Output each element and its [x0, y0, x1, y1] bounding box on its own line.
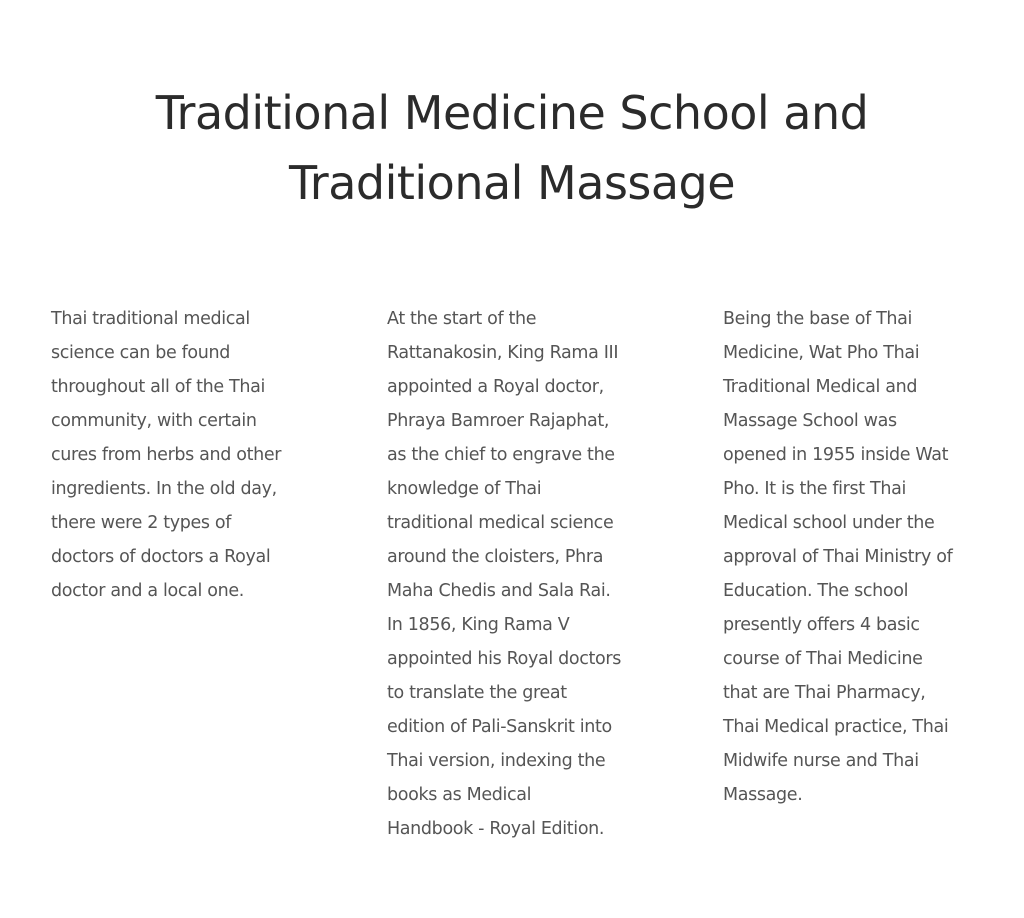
column-rattanakosin-history	[387, 302, 621, 846]
paragraph-line: appointed a Royal doctor,	[387, 377, 604, 397]
paragraph-line: Being the base of Thai	[723, 309, 913, 329]
paragraph-line: Thai version, indexing the	[387, 751, 606, 771]
paragraph-line: that are Thai Pharmacy,	[723, 683, 926, 703]
paragraph-line: cures from herbs and other	[51, 445, 282, 465]
paragraph-line: Midwife nurse and Thai	[723, 751, 919, 771]
paragraph-line: doctors of doctors a Royal	[51, 547, 271, 567]
paragraph-line: to translate the great	[387, 683, 567, 703]
paragraph-line: ingredients. In the old day,	[51, 479, 277, 499]
paragraph-line: Maha Chedis and Sala Rai.	[387, 581, 611, 601]
paragraph-line: approval of Thai Ministry of	[723, 547, 953, 567]
paragraph-line: Handbook - Royal Edition.	[387, 819, 605, 839]
paragraph-line: Thai Medical practice, Thai	[723, 717, 949, 737]
paragraph-line: course of Thai Medicine	[723, 649, 923, 669]
paragraph-line: Pho. It is the first Thai	[723, 479, 906, 499]
paragraph-line: science can be found	[51, 343, 231, 363]
paragraph-line: Massage.	[723, 785, 803, 805]
paragraph-line: books as Medical	[387, 785, 532, 805]
paragraph-line: Massage School was	[723, 411, 897, 431]
paragraph-line: traditional medical science	[387, 513, 614, 533]
paragraph-line: Phraya Bamroer Rajaphat,	[387, 411, 610, 431]
paragraph-line: edition of Pali-Sanskrit into	[387, 717, 612, 737]
paragraph-line: appointed his Royal doctors	[387, 649, 621, 669]
paragraph-line: community, with certain	[51, 411, 257, 431]
paragraph-line: doctor and a local one.	[51, 581, 244, 601]
page-title-line-1: Traditional Medicine School and	[155, 86, 869, 140]
paragraph-line: throughout all of the Thai	[51, 377, 265, 397]
paragraph-line: Thai traditional medical	[51, 309, 250, 329]
page-title-line-2: Traditional Massage	[288, 156, 736, 210]
paragraph-line: Traditional Medical and	[723, 377, 918, 397]
column-wat-pho-school	[723, 302, 952, 812]
paragraph-line: there were 2 types of	[51, 513, 232, 533]
paragraph-line: around the cloisters, Phra	[387, 547, 604, 567]
paragraph-line: Rattanakosin, King Rama III	[387, 343, 619, 363]
paragraph-line: knowledge of Thai	[387, 479, 542, 499]
page-title	[0, 78, 1024, 218]
paragraph-line: Education. The school	[723, 581, 909, 601]
paragraph-line: presently offers 4 basic	[723, 615, 920, 635]
paragraph-line: opened in 1955 inside Wat	[723, 445, 949, 465]
column-herbal-medicine	[51, 302, 281, 608]
paragraph-line: Medicine, Wat Pho Thai	[723, 343, 920, 363]
paragraph-line: as the chief to engrave the	[387, 445, 615, 465]
paragraph-line: Medical school under the	[723, 513, 935, 533]
paragraph-line: In 1856, King Rama V	[387, 615, 570, 635]
paragraph-line: At the start of the	[387, 309, 537, 329]
